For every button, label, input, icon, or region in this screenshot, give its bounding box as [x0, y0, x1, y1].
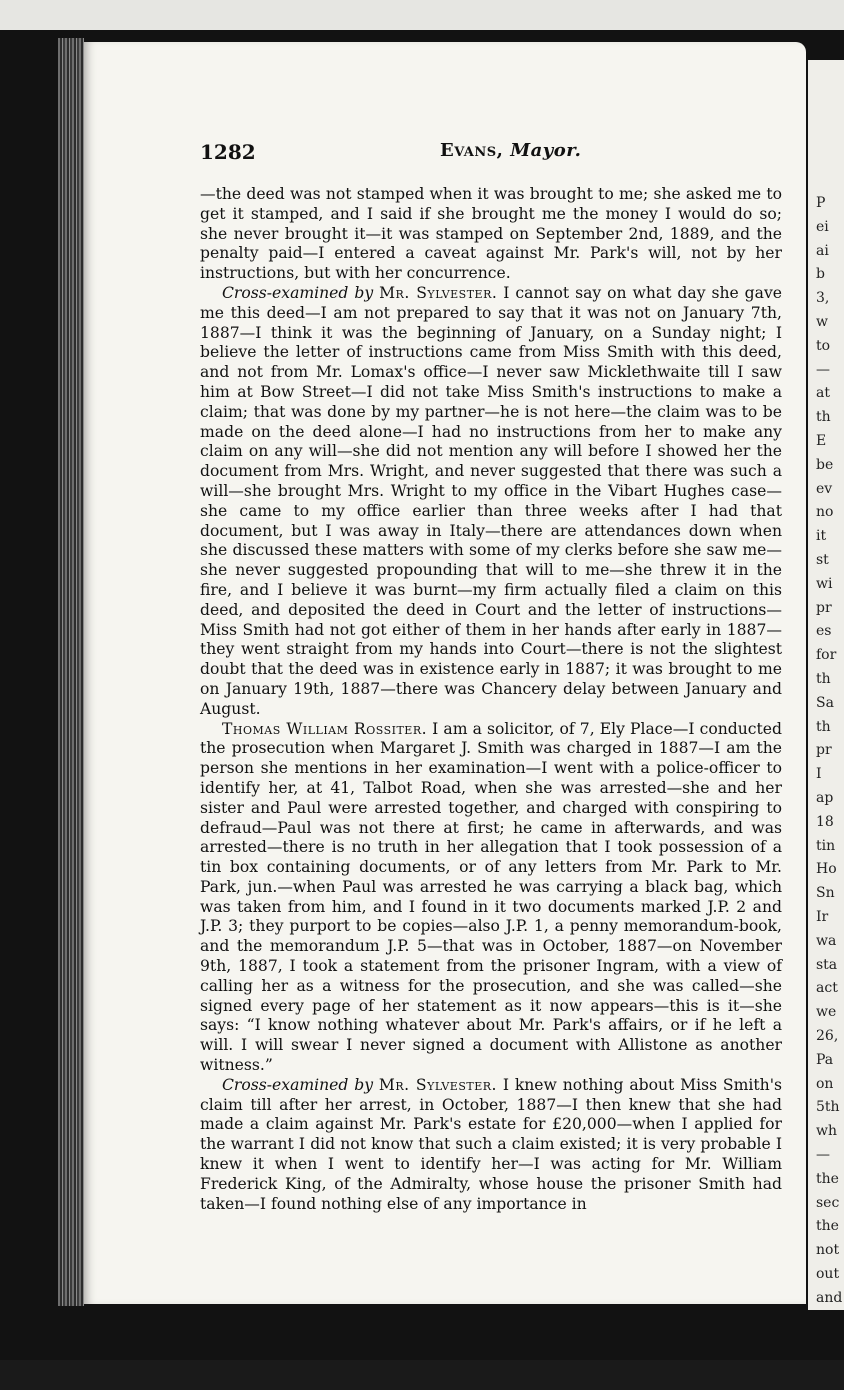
adjacent-page-fragment: Sn [816, 885, 835, 902]
adjacent-page-fragment: pr [816, 742, 832, 759]
adjacent-page-fragment: sec [816, 1194, 840, 1211]
paragraph-3 [200, 720, 782, 1076]
adjacent-page-fragment: ei [816, 218, 829, 235]
examiner-name: Mr. Sylvester. [378, 1075, 497, 1094]
adjacent-page-fragment: ap [816, 790, 834, 806]
adjacent-page-fragment: es [816, 623, 832, 640]
adjacent-page-fragment: the [816, 1218, 839, 1235]
adjacent-page-fragment: th [816, 409, 831, 426]
adjacent-page-fragment: 26, [816, 1028, 839, 1044]
adjacent-page-fragment: be [816, 456, 834, 473]
paragraph-4-text: I knew nothing about Miss Smith's claim till after her arrest, in October, 1887—I then knew that she had made a claim against Mr. Park's estate for £20,000—when I applied for the warrant I did not know that such a claim existed; it is very probable I knew it when I went to identify her—I was acting for Mr. William Frederick King, of the Admiralty, whose house the prisoner Smith had taken—I found nothing else of any importance in [200, 1075, 782, 1213]
adjacent-page-fragment: the [816, 1170, 839, 1187]
running-head [440, 140, 581, 161]
paragraph-2-text: I cannot say on what day she gave me this deed—I am not prepared to say that it was not on January 7th, 1887—I think it was the beginning of January, on a Sunday night; I believe the letter of instructions came from Miss Smith with this deed, and not from Mr. Lomax's office—I never saw Micklethwaite till I saw him at Bow Street—I did not take Miss Smith's instructions to make a claim; that was done by my partner—he is not here—the claim was to be made on the deed alone—I had no instructions from her to make any claim on any will—she did not mention any will before I showed her the document from Mrs. Wright, and never suggested that there was such a will—she brought Mrs. Wright to my office in the Vibart Hughes case—she came to my office earlier than three weeks after I had that document, but I was away in Italy—there are attendances down when she discussed these matters with some of my clerks before she saw me—she never suggested propounding that will to me—she threw it in the fire, and I believe it was burnt—my firm actually filed a claim on this deed, and deposited the deed in Court and the letter of instructions—Miss Smith had not got either of them in her hands after early in 1887—they went straight from my hands into Court—there is not the slightest doubt that the deed was in existence early in 1887; it was brought to me on January 19th, 1887—there was Chancery delay between January and August. [200, 283, 782, 718]
adjacent-page-fragment: we [816, 1004, 837, 1021]
adjacent-page-fragment: it [816, 528, 827, 545]
adjacent-page-fragment: sta [816, 956, 838, 973]
body-text [200, 185, 782, 1214]
adjacent-page-fragment: 18 [816, 813, 834, 830]
paragraph-3-text: I am a solicitor, of 7, Ely Place—I conducted the prosecution when Margaret J. Smith was charged in 1887—I am the person she mentions in her examination—I went with a police-officer to identify her, at 41, Talbot Road, when she was arrested—she and her sister and Paul were arrested together, and charged with conspiring to defraud—Paul was not there at first; he came in afterwards, and was arrested—there is no truth in her allegation that I took possession of a tin box containing documents, or of any letters from Mr. Park to Mr. Park, jun.—when Paul was arrested he was carrying a black bag, which was taken from him, and I found in it two documents marked J.P. 2 and J.P. 3; they purport to be copies—also J.P. 1, a penny memorandum-book, and the memorandum J.P. 5—that was in October, 1887—on November 9th, 1887, I took a statement from the prisoner Ingram, with a view of calling her as a witness for the prosecution, and she was called—she signed every page of her statement as it now appears—this is it—she says: “I know nothing whatever about Mr. Park's affairs, or if he left a will. I will swear I never signed a document with Allistone as another witness.” [200, 719, 783, 1075]
page-number: 1282 [200, 140, 256, 164]
adjacent-page-fragment: — [816, 1147, 830, 1163]
adjacent-page-fragment: Sa [816, 694, 834, 711]
adjacent-page-fragment: out [816, 1266, 840, 1282]
adjacent-page-fragment: Pa [816, 1051, 834, 1068]
adjacent-page-fragment: no [816, 504, 834, 521]
cross-examined-label: Cross-examined by [222, 1075, 374, 1094]
adjacent-page [808, 60, 844, 1310]
adjacent-page-fragment: tin [816, 837, 836, 854]
adjacent-page-fragment: act [816, 980, 838, 997]
adjacent-page-fragment: th [816, 718, 831, 735]
adjacent-page-fragment: wi [816, 575, 833, 592]
adjacent-page-fragment: wh [816, 1123, 837, 1140]
adjacent-page-fragment: Ho [816, 861, 837, 878]
book-binding [58, 38, 84, 1306]
adjacent-page-fragment: th [816, 671, 831, 687]
running-head-name: Evans, [440, 140, 504, 161]
adjacent-page-fragment: wa [816, 932, 837, 949]
adjacent-page-fragment: Ir [816, 909, 829, 925]
cross-examined-label: Cross-examined by [222, 283, 374, 302]
adjacent-page-fragment: at [816, 385, 830, 402]
paragraph-4 [200, 1076, 782, 1215]
adjacent-page-fragment: ev [816, 480, 833, 497]
examiner-name: Mr. Sylvester. [379, 283, 498, 302]
adjacent-page-fragment: 5th [816, 1099, 840, 1116]
adjacent-page-fragment: P [816, 195, 826, 211]
adjacent-page-fragment: for [816, 647, 837, 664]
adjacent-page-fragment: to [816, 337, 831, 354]
witness-name: Thomas William Rossiter. [222, 719, 428, 738]
adjacent-page-fragment: st [816, 552, 829, 568]
adjacent-page-fragment: b [816, 266, 825, 283]
adjacent-page-fragment: not [816, 1242, 840, 1259]
adjacent-page-fragment: — [816, 361, 830, 378]
paragraph-2 [200, 284, 782, 720]
running-head-title: Mayor. [510, 140, 582, 161]
adjacent-page-fragment: 3, [816, 290, 830, 307]
adjacent-page-fragment: and [816, 1289, 843, 1306]
adjacent-page-fragment: ai [816, 242, 829, 259]
adjacent-page-fragment: on [816, 1075, 834, 1092]
page-header [118, 140, 778, 170]
adjacent-page-fragment: w [816, 314, 828, 330]
adjacent-page-fragment: E [816, 433, 827, 449]
paragraph-1: —the deed was not stamped when it was brought to me; she asked me to get it stamped, and I said if she brought me the money I would do so; she never brought it—it was stamped on September 2nd, 1889, and the penalty paid—I entered a caveat against Mr. Park's will, not by her instructions, but with her concurrence. [200, 185, 782, 283]
adjacent-page-fragment: I [816, 766, 822, 783]
adjacent-page-fragment: pr [816, 599, 832, 616]
